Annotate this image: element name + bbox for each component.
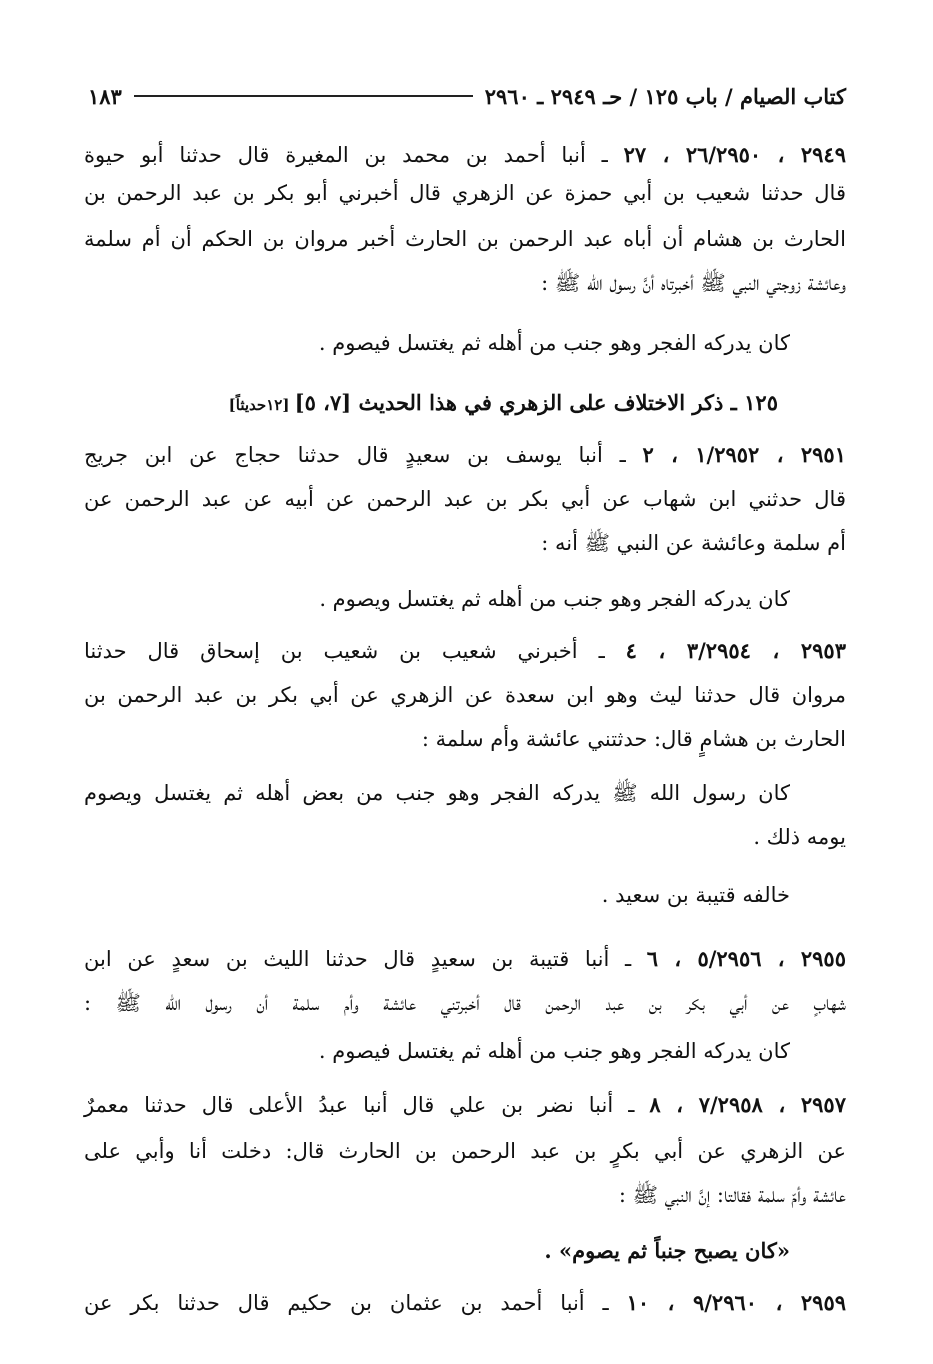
text-line: قال حدثني ابن شهاب عن أبي بكر بن عبد الرحمن عن أبيه عن عبد الرحمن عن xyxy=(84,487,846,511)
hadith-matn: «كان يصبح جنباً ثم يصوم» . xyxy=(544,1238,790,1263)
line-text: ـ أنبا يوسف بن سعيدٍ قال حدثنا حجاج عن ابن جريج xyxy=(84,443,643,467)
header-rule xyxy=(134,95,473,97)
text-line: شهابٍ عن أبي بكر بن عبد الرحمن قال أخبرتني عائشة وأم سلمة أن رسول الله ﷺ : xyxy=(84,991,846,1015)
text-line: عائشة وأمّ سلمة فقالتا: إنَّ النبي ﷺ : xyxy=(618,1183,846,1207)
chapter-heading xyxy=(150,388,778,420)
hadith-number: ٢٩٥١ ، ١/٢٩٥٢ ، ٢ xyxy=(642,442,846,467)
text-line xyxy=(84,636,846,668)
hadith-matn: كان رسول الله ﷺ يدركه الفجر وهو جنب من بعض أهله ثم يغتسل ويصوم xyxy=(84,781,790,805)
text-line: عن الزهري عن أبي بكرٍ بن عبد الرحمن بن الحارث قال: دخلت أنا وأبي على xyxy=(84,1139,846,1163)
text-line xyxy=(84,140,846,172)
text-line: أم سلمة وعائشة عن النبي ﷺ أنه : xyxy=(541,531,846,555)
hadith-matn: كان يدركه الفجر وهو جنب من أهله ثم يغتسل فيصوم . xyxy=(318,331,790,355)
hadith-number: ٢٩٥٣ ، ٣/٢٩٥٤ ، ٤ xyxy=(625,638,846,663)
text-line: قال حدثنا شعيب بن أبي حمزة عن الزهري قال أخبرني أبو بكر بن عبد الرحمن بن xyxy=(84,181,846,205)
text-line xyxy=(84,1288,846,1320)
text-line: مروان قال حدثنا ليث وهو ابن سعدة عن الزهري عن أبي بكر بن عبد الرحمن بن xyxy=(84,683,846,707)
line-text: ـ أنبا نضر بن علي قال أنبا عبدُ الأعلى قال حدثنا معمرٌ xyxy=(84,1093,650,1117)
text-line: وعائشة زوجتي النبي ﷺ أخبرتاه أنَّ رسول الله ﷺ : xyxy=(541,271,846,295)
text-line: الحارث بن هشامٍ قال: حدثتني عائشة وأم سلمة : xyxy=(421,727,846,751)
chapter-title: ١٢٥ ـ ذكر الاختلاف على الزهري في هذا الحديث [٧، ٥] xyxy=(294,390,778,415)
text-line: الحارث بن هشام أن أباه عبد الرحمن بن الحارث أخبر مروان بن الحكم أن أم سلمة xyxy=(84,227,846,251)
commentary-line: خالفه قتيبة بن سعيد . xyxy=(601,883,790,907)
text-line xyxy=(84,1090,846,1122)
line-text: ـ أنبا أحمد بن عثمان بن حكيم قال حدثنا بكر عن xyxy=(84,1291,627,1315)
page-number: ١٨٣ xyxy=(88,83,122,109)
line-text: ـ أنبا قتيبة بن سعيدٍ قال حدثنا الليث بن سعدٍ عن ابن xyxy=(84,947,647,971)
line-text: ـ أخبرني شعيب بن شعيب بن إسحاق قال حدثنا xyxy=(84,639,626,663)
header-title: كتاب الصيام / باب ١٢٥ / حـ ٢٩٤٩ ـ ٢٩٦٠ xyxy=(484,83,846,109)
hadith-number: ٢٩٥٧ ، ٧/٢٩٥٨ ، ٨ xyxy=(649,1092,846,1117)
hadith-number: ٢٩٥٩ ، ٩/٢٩٦٠ ، ١٠ xyxy=(626,1290,847,1315)
hadith-number: ٢٩٥٥ ، ٥/٢٩٥٦ ، ٦ xyxy=(646,946,846,971)
text-line: يومه ذلك . xyxy=(753,825,846,849)
chapter-note: [١٢حديثاً] xyxy=(228,396,295,414)
text-line xyxy=(84,440,846,472)
running-header xyxy=(88,76,846,116)
hadith-matn: كان يدركه الفجر وهو جنب من أهله ثم يغتسل ويصوم . xyxy=(319,587,790,611)
hadith-number: ٢٩٤٩ ، ٢٦/٢٩٥٠ ، ٢٧ xyxy=(623,142,846,167)
text-line xyxy=(84,944,846,976)
line-text: ـ أنبا أحمد بن محمد بن المغيرة قال حدثنا أبو حيوة xyxy=(84,143,624,167)
hadith-matn: كان يدركه الفجر وهو جنب من أهله ثم يغتسل فيصوم . xyxy=(318,1039,790,1063)
